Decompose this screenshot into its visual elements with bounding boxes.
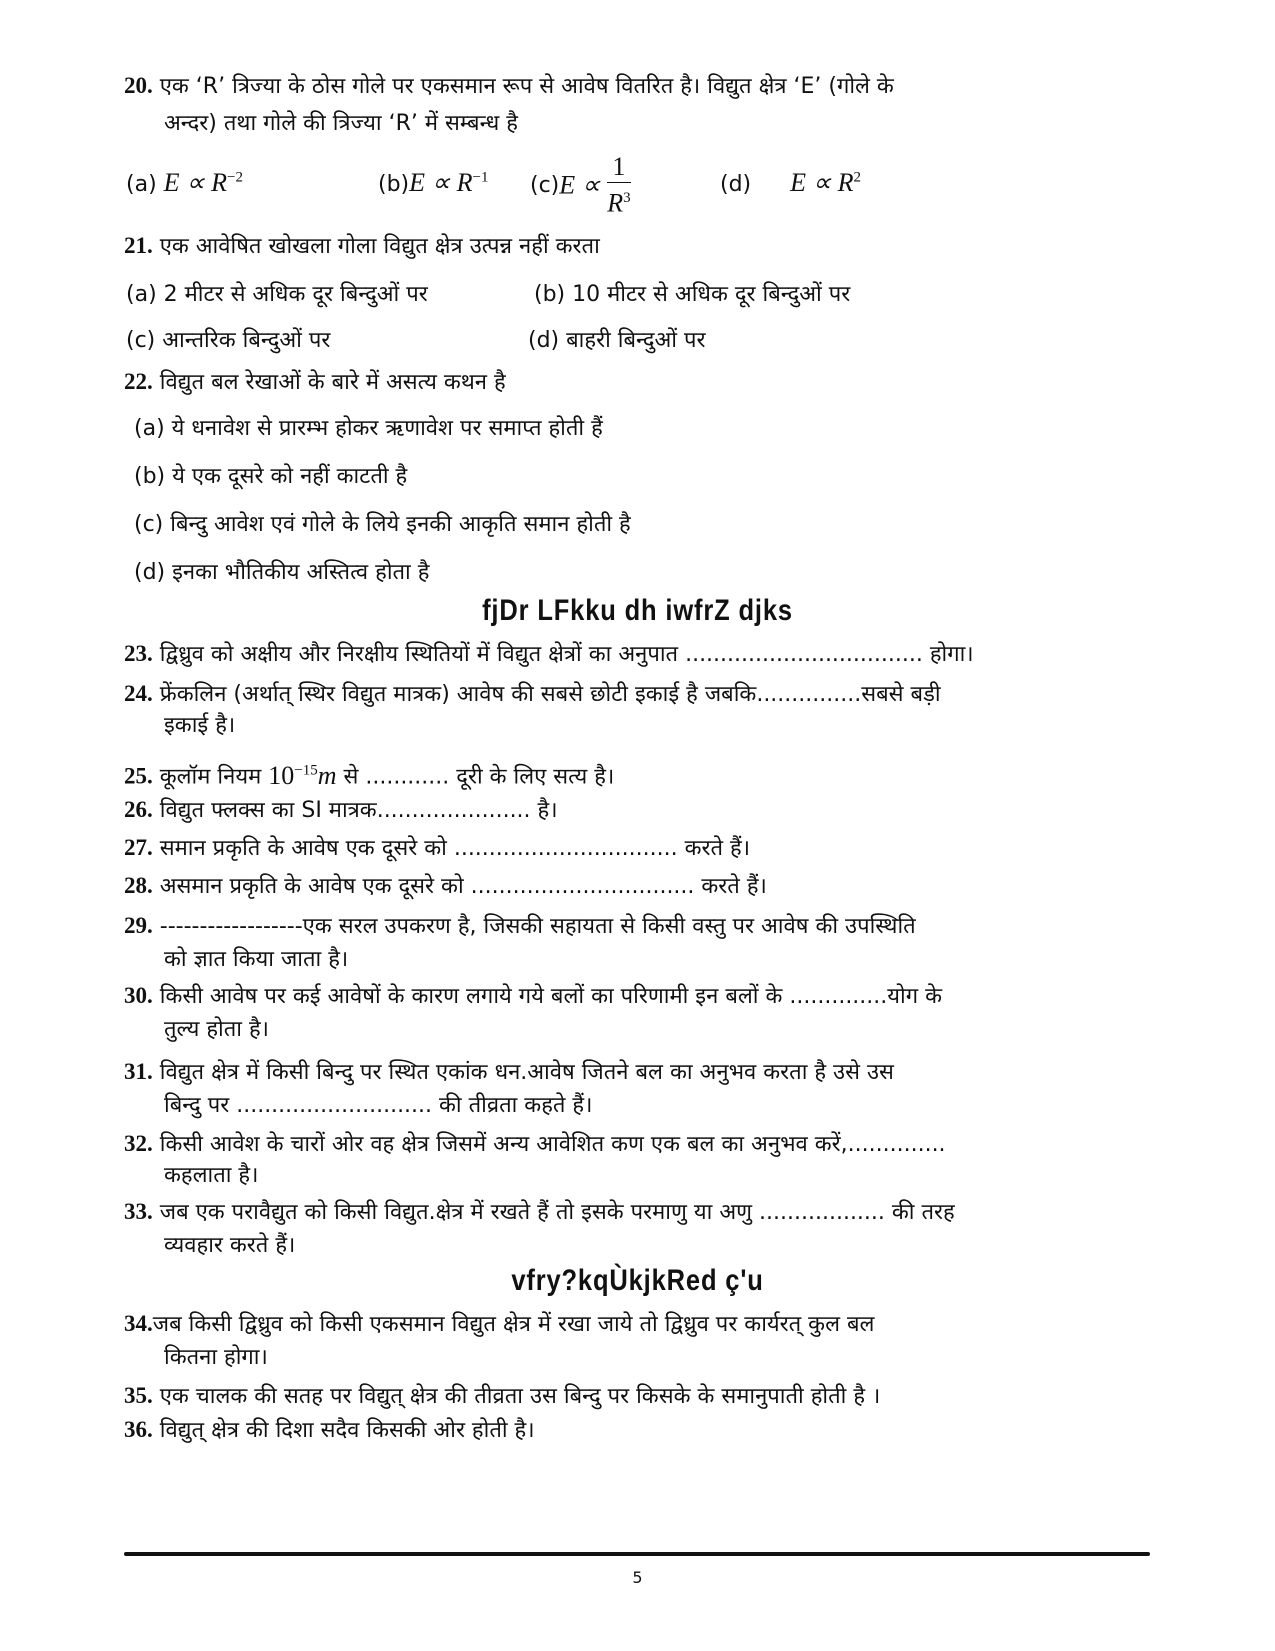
question-text-line1: किसी आवेष पर कई आवेषों के कारण लगाये गये बलों का परिणामी इन बलों के ..............योग के (159, 984, 943, 1009)
question-26 (124, 792, 1150, 829)
q21-option-d: (d) बाहरी बिन्दुओं पर (528, 328, 706, 353)
question-text: एक आवेषित खोखला गोला विद्युत क्षेत्र उत्पन्न नहीं करता (159, 234, 600, 259)
section-heading-fill-blanks: fjDr LFkku dh iwfrZ djks (482, 594, 793, 627)
question-30-line2: तुल्य होता है। (164, 1017, 269, 1042)
q20-option-a (126, 168, 243, 198)
question-number: 34. (124, 1311, 153, 1336)
question-text: विद्युत बल रेखाओं के बारे में असत्य कथन है (159, 370, 506, 395)
q20-option-b (378, 168, 488, 198)
question-number: 28. (124, 873, 153, 898)
question-text-pre: कूलॉम नियम (159, 764, 262, 790)
question-28 (124, 868, 1150, 905)
question-20 (124, 68, 1150, 105)
question-text: असमान प्रकृति के आवेष एक दूसरे को ................................ करते हैं। (159, 874, 767, 899)
question-30 (124, 978, 1150, 1015)
q22-option-c: (c) बिन्दु आवेश एवं गोले के लिये इनकी आकृति समान होती है (134, 512, 631, 537)
question-32-line2: कहलाता है। (164, 1163, 259, 1188)
question-number: 20. (124, 73, 153, 98)
question-number: 22. (124, 369, 153, 394)
question-text: एक चालक की सतह पर विद्युत् क्षेत्र की तीव्रता उस बिन्दु पर किसके के समानुपाती होती है । (159, 1384, 881, 1409)
question-text: समान प्रकृति के आवेष एक दूसरे को ................................ करते हैं। (159, 836, 751, 861)
question-text-post: से ............ दूरी के लिए सत्य है। (343, 764, 615, 790)
question-text-line1: किसी आवेश के चारों ओर वह क्षेत्र जिसमें अन्य आवेशित कण एक बल का अनुभव करें,.............. (159, 1132, 946, 1157)
option-expression: $E \propto R^{-2}$ (163, 168, 243, 197)
question-number: 23. (124, 641, 153, 666)
question-20-line2: अन्दर) तथा गोले की त्रिज्या ‘R’ में सम्बन्ध है (164, 111, 518, 136)
question-22 (124, 364, 1150, 401)
question-text: द्विध्रुव को अक्षीय और निरक्षीय स्थितियों में विद्युत क्षेत्रों का अनुपात .................................. होगा। (159, 642, 974, 667)
question-32 (124, 1126, 1150, 1163)
option-label: (b) (378, 172, 410, 197)
question-29 (124, 908, 1150, 945)
question-27 (124, 830, 1150, 867)
question-35 (124, 1378, 1150, 1415)
question-text-line1: विद्युत क्षेत्र में किसी बिन्दु पर स्थित एकांक धन.आवेष जितने बल का अनुभव करता है उसे उस (159, 1060, 894, 1085)
question-24-line2: इकाई है। (164, 713, 236, 738)
question-number: 25. (124, 763, 153, 789)
q22-option-d: (d) इनका भौतिकीय अस्तित्व होता है (134, 560, 430, 585)
math-expression: $10^{-15}m$ (268, 760, 337, 790)
question-33-line2: व्यवहार करते हैं। (164, 1233, 296, 1258)
option-label: (c) (530, 172, 560, 198)
question-number: 29. (124, 913, 153, 938)
q20-option-d (720, 168, 861, 198)
option-expression: E ∝ (559, 170, 601, 200)
question-number: 30. (124, 983, 153, 1008)
q22-option-a: (a) ये धनावेश से प्रारम्भ होकर ऋणावेश पर समाप्त होती हैं (134, 416, 603, 441)
question-number: 21. (124, 233, 153, 258)
question-text-line1: जब किसी द्विध्रुव को किसी एकसमान विद्युत क्षेत्र में रखा जाये तो द्विध्रुव पर कार्यरत् कुल बल (152, 1312, 875, 1337)
question-34-line2: कितना होगा। (164, 1345, 268, 1370)
question-text: विद्युत फ्लक्स का SI मात्रक...................... है। (159, 798, 558, 823)
question-number: 24. (124, 681, 153, 706)
question-36 (124, 1412, 1150, 1449)
question-number: 35. (124, 1383, 153, 1408)
option-label: (a) (126, 172, 157, 197)
question-34 (124, 1306, 1150, 1343)
q22-option-b: (b) ये एक दूसरे को नहीं काटती है (134, 464, 408, 489)
question-number: 33. (124, 1199, 153, 1224)
page-number: 5 (632, 1568, 643, 1587)
question-text: विद्युत् क्षेत्र की दिशा सदैव किसकी ओर होती है। (159, 1418, 535, 1443)
question-33 (124, 1194, 1150, 1231)
q20-option-c (530, 152, 631, 219)
question-23 (124, 636, 1150, 673)
question-number: 26. (124, 797, 153, 822)
question-31 (124, 1054, 1150, 1091)
fraction: $\frac{1}{R^3}$ (607, 152, 631, 218)
question-text-line1: ------------------एक सरल उपकरण है, जिसकी सहायता से किसी वस्तु पर आवेष की उपस्थिति (159, 914, 916, 939)
question-text-line1: जब एक परावैद्युत को किसी विद्युत.क्षेत्र में रखते हैं तो इसके परमाणु या अणु .................. की तरह (159, 1200, 955, 1225)
q21-option-b: (b) 10 मीटर से अधिक दूर बिन्दुओं पर (534, 282, 851, 307)
q21-option-c: (c) आन्तरिक बिन्दुओं पर (126, 328, 331, 353)
question-text-line1: फ्रेंकलिन (अर्थात् स्थिर विद्युत मात्रक) आवेष की सबसे छोटी इकाई है जबकि...............सबसे बड़ी (159, 682, 941, 707)
question-24 (124, 676, 1150, 713)
question-text-line1: एक ‘R’ त्रिज्या के ठोस गोले पर एकसमान रूप से आवेष वितरित है। विद्युत क्षेत्र ‘E’ (गोले के (159, 74, 894, 99)
question-number: 32. (124, 1131, 153, 1156)
question-number: 31. (124, 1059, 153, 1084)
section-heading-short-answer: vfry?kqÙkjkRed ç'u (511, 1264, 764, 1297)
question-number: 27. (124, 835, 153, 860)
option-expression: $E \propto R^{-1}$ (409, 168, 489, 197)
question-31-line2: बिन्दु पर ............................ की तीव्रता कहते हैं। (164, 1093, 593, 1118)
question-29-line2: को ज्ञात किया जाता है। (164, 947, 349, 972)
question-25 (124, 752, 1150, 796)
option-label: (d) (720, 172, 752, 197)
question-21 (124, 228, 1150, 265)
footer-rule (124, 1552, 1150, 1556)
option-expression: $E \propto R^2$ (790, 168, 861, 197)
q21-option-a: (a) 2 मीटर से अधिक दूर बिन्दुओं पर (126, 282, 428, 307)
question-number: 36. (124, 1417, 153, 1442)
